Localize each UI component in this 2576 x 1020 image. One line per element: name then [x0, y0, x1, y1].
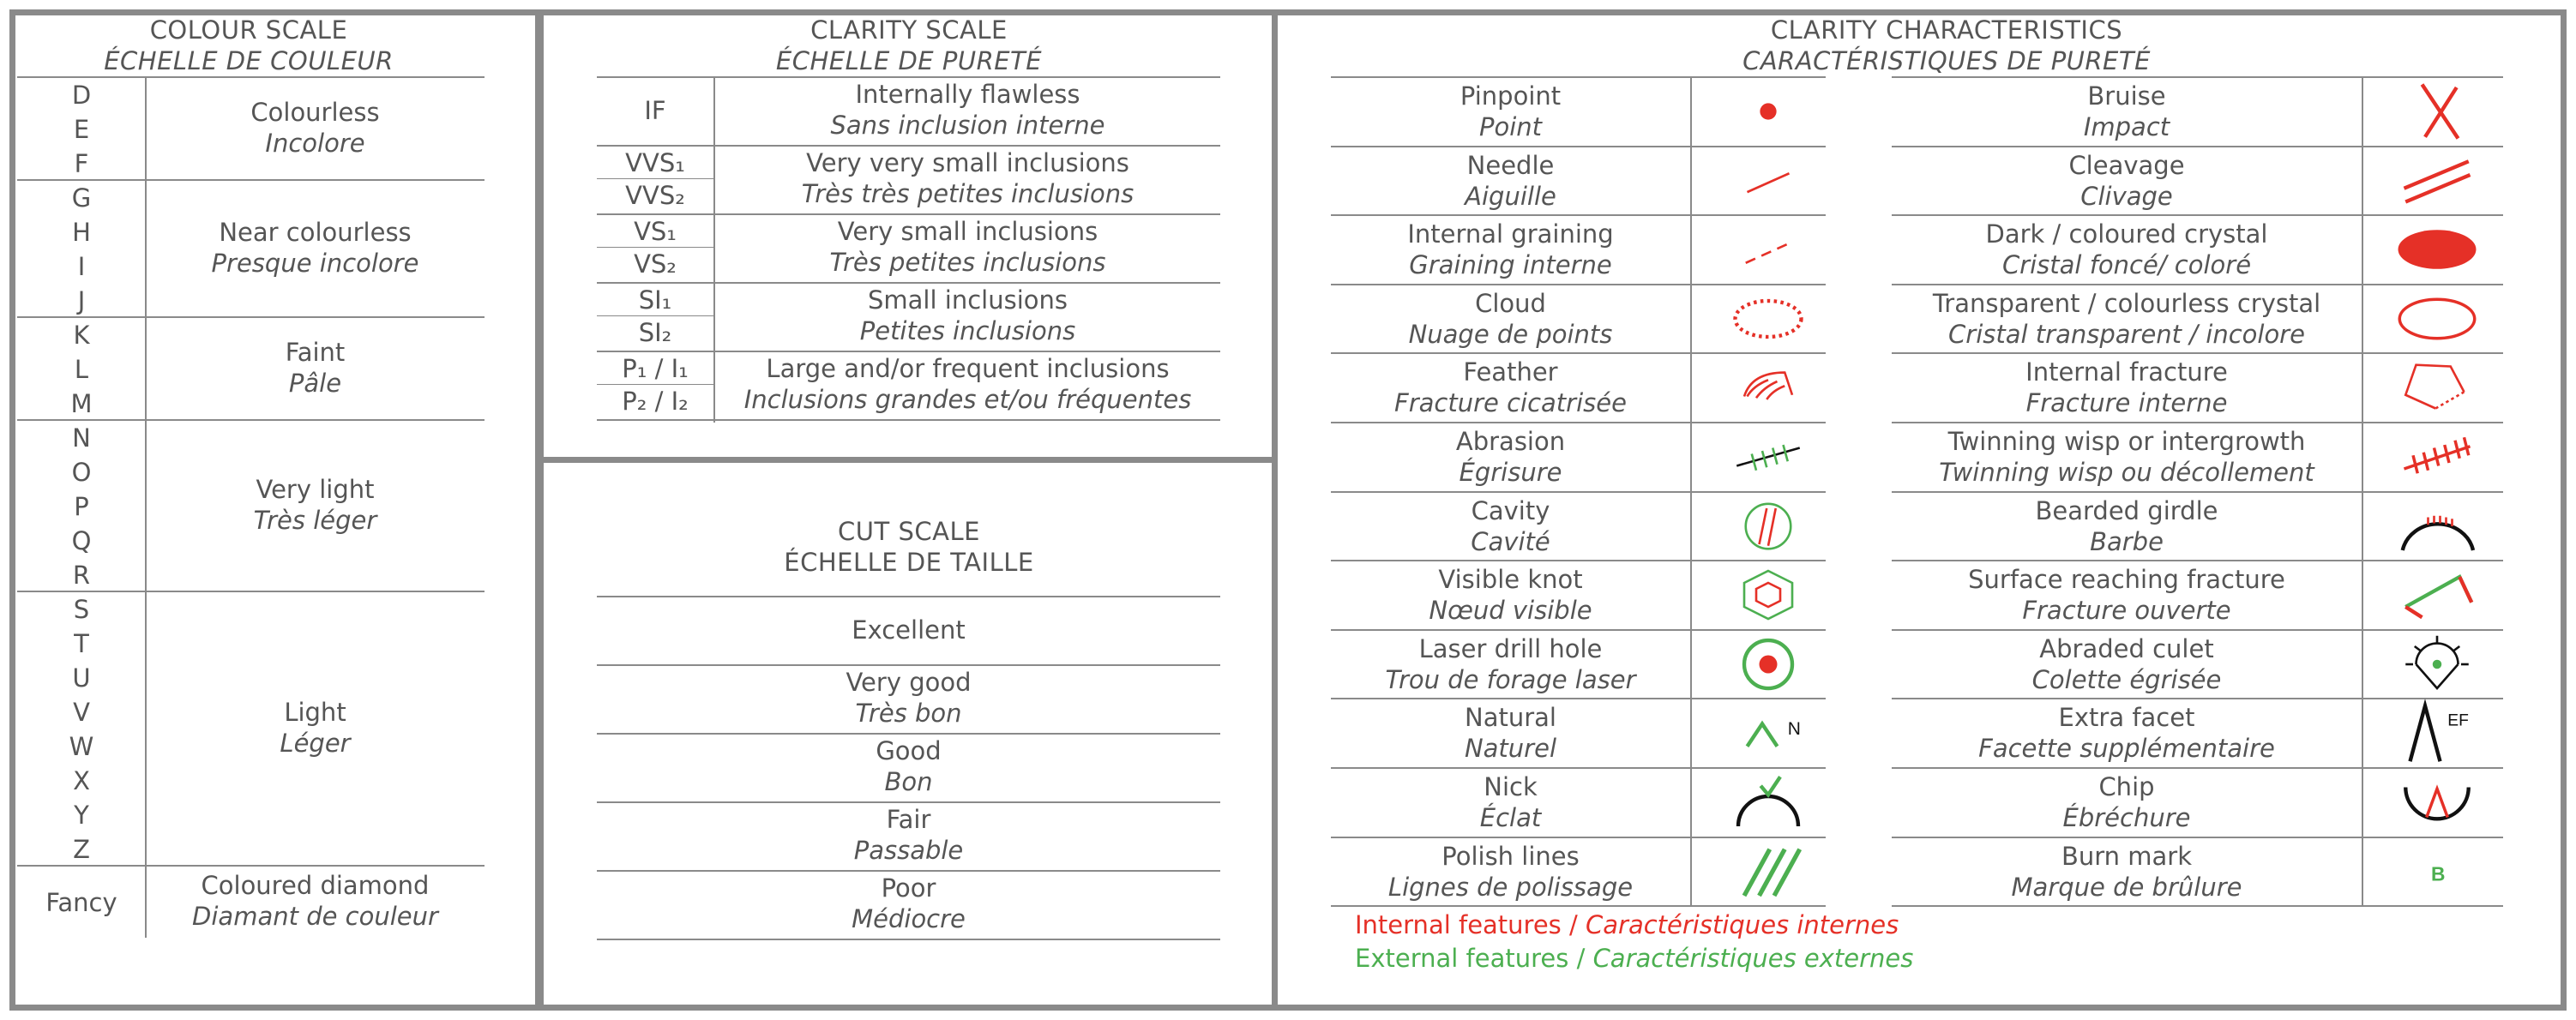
clarity-grade: P₂ / I₂	[622, 387, 689, 416]
colour-grade-letter: M	[70, 389, 93, 418]
colour-group-label: Very light Très léger	[253, 475, 377, 535]
divider	[597, 76, 1220, 78]
divider	[1892, 767, 2503, 769]
bruise-icon	[2392, 81, 2482, 141]
svg-text:N: N	[1787, 719, 1801, 740]
divider	[1892, 560, 2503, 561]
cavity-icon	[1724, 496, 1813, 556]
divider	[1331, 76, 1826, 78]
characteristic-label: Bruise Impact	[2083, 81, 2170, 141]
divider	[1331, 837, 1826, 838]
divider	[1331, 698, 1826, 699]
characteristic-label: Internal fracture Fracture interne	[2025, 357, 2228, 418]
divider	[1892, 905, 2503, 907]
divider	[597, 178, 713, 179]
divider	[1331, 560, 1826, 561]
divider	[1892, 422, 2503, 423]
divider	[1892, 214, 2503, 216]
characteristic-label: Dark / coloured crystal Cristal foncé/ coloré	[1985, 219, 2268, 280]
legend-internal: Internal features / Caractéristiques internes	[1355, 910, 1899, 939]
polish-lines-icon	[1724, 842, 1813, 902]
cut-grade: Excellent	[852, 615, 966, 645]
characteristic-label: Surface reaching fracture Fracture ouverte	[1968, 565, 2285, 626]
divider	[17, 179, 485, 181]
divider	[597, 282, 1220, 284]
colour-grade-letter: L	[74, 355, 89, 384]
colour-grade-letter: T	[74, 629, 89, 658]
divider	[597, 596, 1220, 597]
characteristic-label: Feather Fracture cicatrisée	[1394, 357, 1627, 418]
pinpoint-icon	[1724, 81, 1813, 141]
colour-grade-letter: U	[72, 663, 91, 693]
divider	[1331, 905, 1826, 907]
cut-grade: Very good Très bon	[846, 668, 972, 728]
clarity-description: Internally flawless Sans inclusion interne	[830, 80, 1105, 140]
colour-grade-letter: X	[73, 766, 90, 795]
clarity-grade: VVS₂	[625, 181, 685, 210]
chip-icon	[2392, 772, 2482, 832]
characteristic-label: Abrasion Égrisure	[1455, 427, 1566, 487]
colour-grade-letter: S	[73, 595, 90, 624]
characteristic-label: Natural Naturel	[1464, 703, 1557, 764]
abraded-culet-icon	[2392, 634, 2482, 694]
divider	[597, 939, 1220, 940]
characteristic-label: Chip Ébréchure	[2062, 772, 2191, 832]
characteristic-label: Nick Éclat	[1479, 772, 1542, 832]
divider	[1892, 491, 2503, 493]
needle-icon	[1724, 151, 1813, 211]
extra-facet-icon	[2392, 703, 2482, 763]
divider	[1331, 422, 1826, 423]
colour-grade-letter: H	[72, 218, 91, 247]
divider	[17, 76, 485, 78]
characteristic-label: Cloud Nuage de points	[1408, 288, 1613, 349]
divider	[597, 145, 1220, 147]
divider	[1892, 837, 2503, 838]
divider	[597, 213, 1220, 215]
divider	[597, 801, 1220, 803]
svg-text:B: B	[2431, 862, 2446, 885]
divider	[17, 316, 485, 318]
colour-grade-letter: P	[74, 492, 89, 521]
clarity-grade: VS₁	[634, 217, 677, 246]
natural-icon	[1724, 703, 1813, 763]
twinning-wisp-icon	[2392, 427, 2482, 487]
clarity-description: Small inclusions Petites inclusions	[859, 285, 1076, 345]
divider	[597, 419, 1220, 421]
colour-grade-letter: Z	[73, 835, 90, 864]
characteristic-label: Transparent / colourless crystal Cristal transparent / incolore	[1932, 288, 2321, 349]
visible-knot-icon	[1724, 565, 1813, 625]
clarity-grade: SI₂	[638, 318, 672, 347]
divider	[17, 591, 485, 592]
cleavage-icon	[2392, 151, 2482, 211]
colour-group-label: Light Léger	[280, 698, 351, 758]
divider	[1331, 767, 1826, 769]
colour-grade-letter: K	[73, 321, 90, 350]
colour-grade-letter: J	[77, 286, 86, 315]
divider	[597, 315, 713, 316]
bearded-girdle-icon	[2392, 496, 2482, 556]
divider	[597, 384, 713, 385]
dark-crystal-icon	[2392, 219, 2482, 279]
cut-scale-title: CUT SCALE ÉCHELLE DE TAILLE	[784, 517, 1034, 577]
cut-grade: Good Bon	[876, 736, 942, 796]
colour-group-label: Near colourless Presque incolore	[211, 218, 419, 278]
feather-icon	[1724, 357, 1813, 417]
characteristic-label: Bearded girdle Barbe	[2035, 495, 2218, 556]
characteristic-label: Internal graining Graining interne	[1407, 219, 1614, 280]
clarity-characteristics-title: CLARITY CHARACTERISTICS CARACTÉRISTIQUES DE PURETÉ	[1742, 15, 2151, 75]
cloud-icon	[1724, 289, 1813, 349]
divider	[597, 870, 1220, 872]
colour-grade-letter: F	[74, 149, 89, 178]
clarity-grade: P₁ / I₁	[622, 354, 689, 383]
characteristic-label: Extra facet Facette supplémentaire	[1978, 703, 2275, 764]
colour-grade-letter: I	[77, 252, 86, 281]
colour-grade-letter: D	[71, 81, 92, 110]
clarity-grade: SI₁	[638, 285, 672, 315]
cut-grade: Poor Médiocre	[852, 873, 966, 933]
clarity-description: Very very small inclusions Très très petites inclusions	[801, 148, 1135, 208]
surface-fracture-icon	[2392, 565, 2482, 625]
characteristic-label: Pinpoint Point	[1460, 81, 1562, 141]
clarity-description: Large and/or frequent inclusions Inclusions grandes et/ou fréquentes	[743, 354, 1192, 414]
characteristic-label: Twinning wisp or intergrowth Twinning wisp ou décollement	[1939, 427, 2314, 487]
colour-grade-letter: N	[72, 423, 91, 453]
transparent-crystal-icon	[2392, 289, 2482, 349]
characteristic-label: Needle Aiguille	[1465, 150, 1556, 211]
colour-group-label: Faint Pâle	[285, 338, 346, 398]
colour-grade-letter: Y	[74, 801, 89, 830]
characteristic-label: Burn mark Marque de brûlure	[2011, 841, 2242, 902]
clarity-scale-title: CLARITY SCALE ÉCHELLE DE PURETÉ	[775, 15, 1043, 75]
divider	[1892, 352, 2503, 354]
characteristic-label: Cleavage Clivage	[2068, 150, 2185, 211]
characteristic-label: Laser drill hole Trou de forage laser	[1385, 633, 1636, 694]
divider	[597, 351, 1220, 352]
divider	[17, 865, 485, 867]
characteristic-label: Cavity Cavité	[1471, 495, 1550, 556]
divider	[597, 733, 1220, 735]
colour-scale-title: COLOUR SCALE ÉCHELLE DE COULEUR	[104, 15, 394, 75]
characteristic-label: Visible knot Nœud visible	[1429, 565, 1592, 626]
divider	[1892, 698, 2503, 699]
divider	[1331, 146, 1826, 147]
divider	[1331, 214, 1826, 216]
divider	[17, 419, 485, 421]
colour-grade-letter: O	[71, 458, 92, 487]
divider	[1331, 629, 1826, 631]
abrasion-icon	[1724, 427, 1813, 487]
colour-grade-letter: R	[72, 561, 91, 590]
characteristic-label: Abraded culet Colette égrisée	[2031, 633, 2222, 694]
colour-grade-letter: Q	[71, 526, 92, 555]
colour-grade-letter: E	[73, 115, 90, 144]
legend-external: External features / Caractéristiques externes	[1355, 944, 1914, 973]
burn-mark-icon	[2392, 842, 2482, 902]
colour-grade-letter: V	[73, 698, 90, 727]
laser-drill-hole-icon	[1724, 634, 1813, 694]
divider	[1892, 76, 2503, 78]
clarity-grade: VS₂	[634, 249, 677, 279]
divider	[1331, 491, 1826, 493]
colour-group-label: Colourless Incolore	[250, 98, 380, 158]
internal-graining-icon	[1724, 219, 1813, 279]
divider	[1331, 352, 1826, 354]
svg-text:EF: EF	[2447, 711, 2469, 730]
colour-grade-letter: W	[69, 732, 94, 761]
clarity-grade: IF	[644, 96, 666, 125]
cut-grade: Fair Passable	[853, 805, 964, 865]
fancy-grade: Fancy	[45, 888, 117, 917]
clarity-description: Very small inclusions Très petites inclusions	[829, 217, 1106, 277]
divider	[1892, 629, 2503, 631]
clarity-grade: VVS₁	[625, 148, 685, 177]
colour-grade-letter: G	[71, 183, 92, 213]
divider	[1331, 284, 1826, 285]
divider	[597, 247, 713, 248]
divider	[1892, 284, 2503, 285]
fancy-label: Coloured diamond Diamant de couleur	[192, 871, 438, 931]
characteristic-label: Polish lines Lignes de polissage	[1387, 841, 1634, 902]
divider	[597, 664, 1220, 666]
internal-fracture-icon	[2392, 357, 2482, 417]
nick-icon	[1724, 772, 1813, 832]
divider	[1892, 146, 2503, 147]
